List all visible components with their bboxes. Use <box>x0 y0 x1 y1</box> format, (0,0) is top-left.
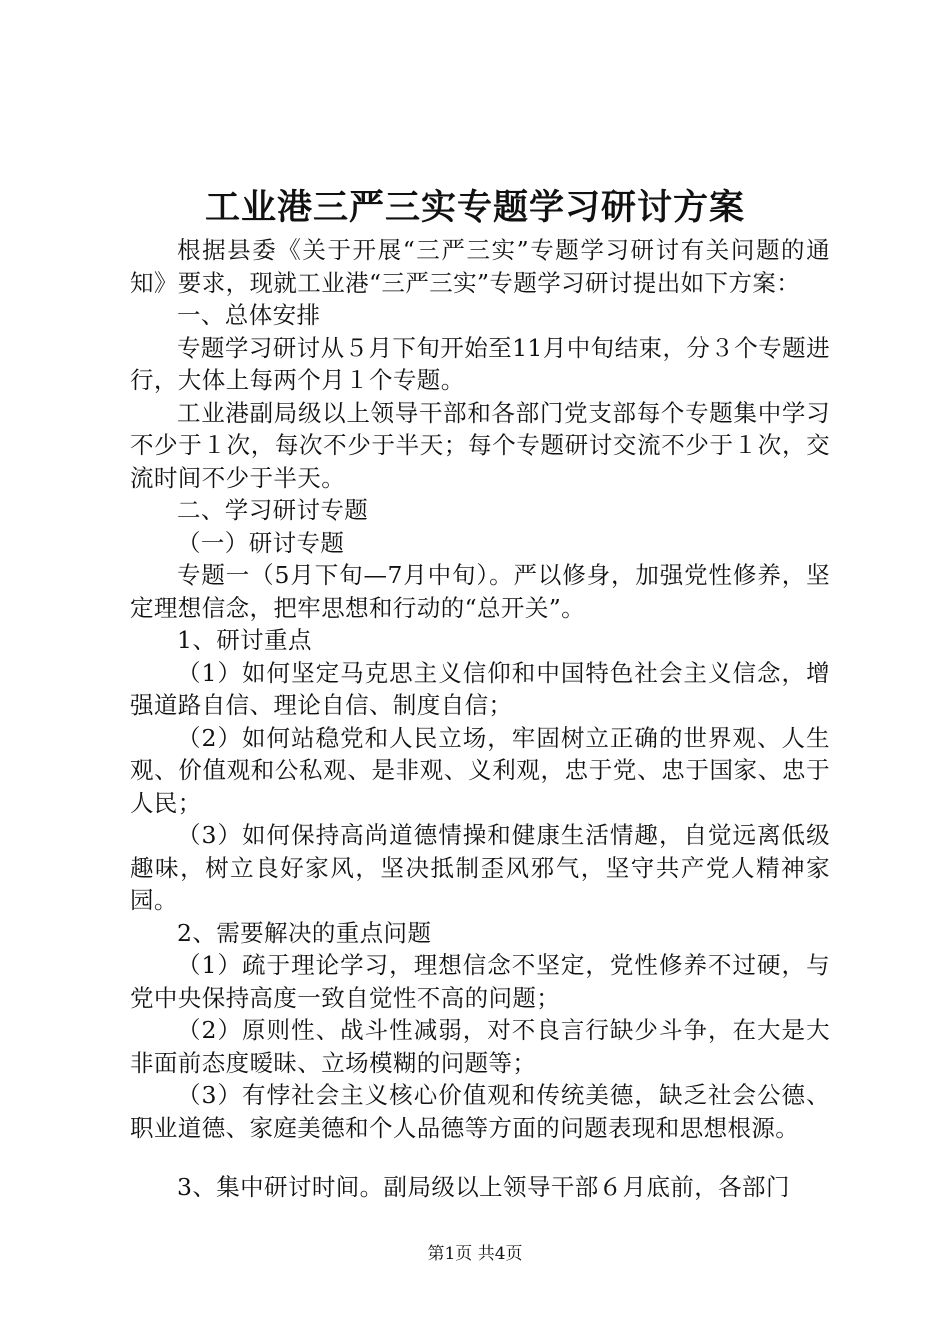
paragraph-intro: 根据县委《关于开展“三严三实”专题学习研讨有关问题的通知》要求，现就工业港“三严三实”专题学习研讨提出如下方案： <box>130 236 830 297</box>
paragraph-requirements: 工业港副局级以上领导干部和各部门党支部每个专题集中学习不少于１次，每次不少于半天；每个专题研讨交流不少于１次，交流时间不少于半天。 <box>130 398 830 492</box>
list-item: （1）疏于理论学习，理想信念不坚定，党性修养不过硬，与党中央保持高度一致自觉性不高的问题； <box>130 951 830 1012</box>
list-item: （3）有悖社会主义核心价值观和传统美德，缺乏社会公德、职业道德、家庭美德和个人品德等方面的问题表现和思想根源。 <box>130 1081 830 1142</box>
heading-key-points: 1、研讨重点 <box>177 626 312 654</box>
document-title: 工业港三严三实专题学习研讨方案 <box>204 187 745 228</box>
paragraph-schedule: 专题学习研讨从５月下旬开始至11月中旬结束，分３个专题进行，大体上每两个月１个专题。 <box>130 333 830 394</box>
section-heading-topics: 二、学习研讨专题 <box>177 496 369 524</box>
list-item: （2）如何站稳党和人民立场，牢固树立正确的世界观、人生观、价值观和公私观、是非观、义利观，忠于党、忠于国家、忠于人民； <box>130 723 830 817</box>
section-heading-overall: 一、总体安排 <box>177 301 321 329</box>
subsection-heading-topics: （一）研讨专题 <box>177 528 345 557</box>
document-body <box>130 234 830 1204</box>
list-item: （2）原则性、战斗性减弱，对不良言行缺少斗争，在大是大非面前态度暧昧、立场模糊的问题等； <box>130 1016 830 1077</box>
heading-key-problems: 2、需要解决的重点问题 <box>177 918 432 947</box>
paragraph-topic-one: 专题一（5月下旬—7月中旬）。严以修身，加强党性修养，坚定理想信念，把牢思想和行动的“总开关”。 <box>130 561 830 622</box>
page-number: 第1页 共4页 <box>427 1244 523 1264</box>
paragraph-discussion-time: 3、集中研讨时间。副局级以上领导干部６月底前，各部门 <box>177 1173 790 1201</box>
list-item: （3）如何保持高尚道德情操和健康生活情趣，自觉远离低级趣味，树立良好家风，坚决抵制歪风邪气，坚守共产党人精神家园。 <box>130 821 830 914</box>
list-item: （1）如何坚定马克思主义信仰和中国特色社会主义信念，增强道路自信、理论自信、制度自信； <box>130 658 830 719</box>
